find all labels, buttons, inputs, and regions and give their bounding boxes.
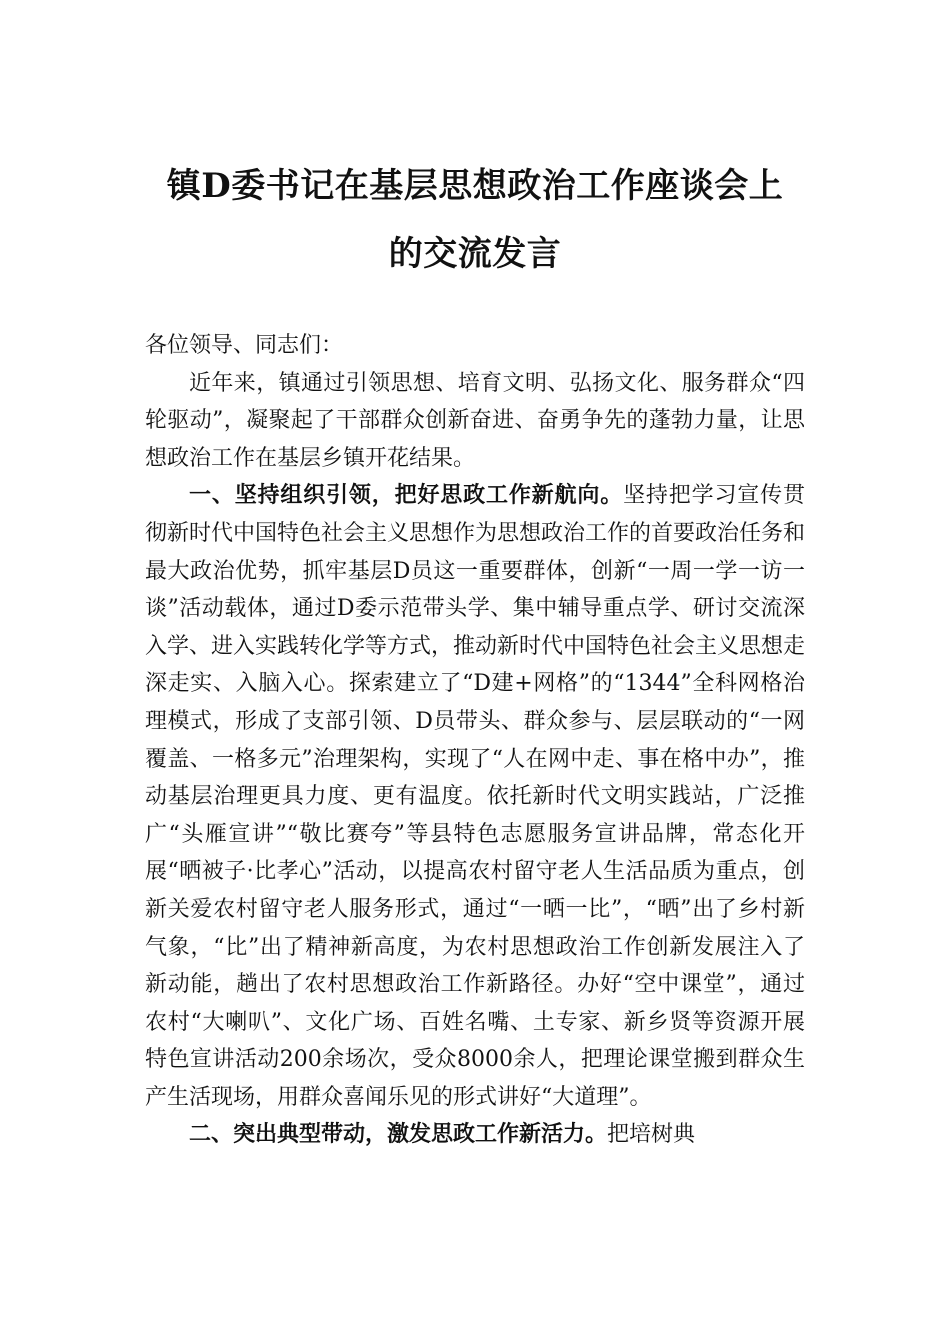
salutation: 各位领导、同志们： xyxy=(145,333,344,358)
section-1-heading: 一、坚持组织引领，把好思政工作新航向。 xyxy=(189,483,624,509)
section-1-paragraph xyxy=(145,477,805,1116)
title-line-2: 的交流发言 xyxy=(388,234,562,274)
document-title xyxy=(145,152,805,288)
section-2-paragraph xyxy=(145,1116,805,1154)
section-2-heading: 二、突出典型带动，激发思政工作新活力。 xyxy=(189,1122,608,1148)
section-1-text: 坚持把学习宣传贯彻新时代中国特色社会主义思想作为思想政治工作的首要政治任务和最大政治优势，抓牢基层D员这一重要群体，创新“一周一学一访一谈”活动载体，通过D委示范带头学、集中辅导重点学、研讨交流深入学、进入实践转化学等方式，推动新时代中国特色社会主义思想走深走实、入脑入心。探索建立了“D建+网格”的“1344”全科网格治理模式，形成了支部引领、D员带头、群众参与、层层联动的“一网覆盖、一格多元”治理架构，实现了“人在网中走、事在格中办”，推动基层治理更具力度、更有温度。依托新时代文明实践站，广泛推广“头雁宣讲”“敬比赛夸”等县特色志愿服务宣讲品牌，常态化开展“晒被子·比孝心”活动，以提高农村留守老人生活品质为重点，创新关爱农村留守老人服务形式，通过“一晒一比”，“晒”出了乡村新气象，“比”出了精神新高度，为农村思想政治工作创新发展注入了新动能，趟出了农村思想政治工作新路径。办好“空中课堂”，通过农村“大喇叭”、文化广场、百姓名嘴、土专家、新乡贤等资源开展特色宣讲活动200余场次，受众8000余人，把理论课堂搬到群众生产生活现场，用群众喜闻乐见的形式讲好“大道理”。 xyxy=(145,483,806,1110)
intro-paragraph: 近年来，镇通过引领思想、培育文明、弘扬文化、服务群众“四轮驱动”，凝聚起了干部群众创新奋进、奋勇争先的蓬勃力量，让思想政治工作在基层乡镇开花结果。 xyxy=(145,370,805,471)
section-2-text: 把培树典 xyxy=(607,1122,696,1148)
document-body xyxy=(145,327,805,1154)
title-line-1: 镇D委书记在基层思想政治工作座谈会上 xyxy=(166,166,784,206)
